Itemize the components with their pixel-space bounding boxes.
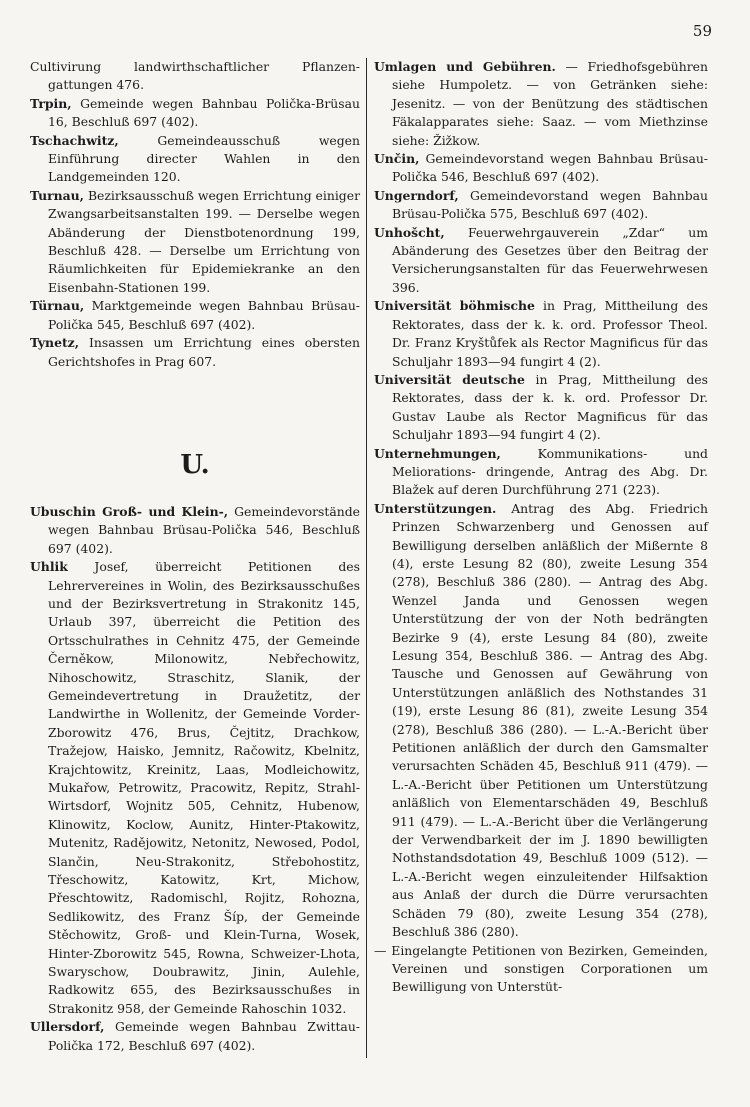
entry-text: — Eingelangte Petitionen von Bezirken, Gemeinden, Vereinen und sonstigen Corporationen um Bewilligung von Unterstüt- bbox=[374, 942, 708, 995]
entry-head: Tynetz, bbox=[30, 335, 80, 351]
index-entry bbox=[30, 297, 360, 334]
entry-head: Universität böhmische bbox=[374, 298, 535, 314]
entry-text: Gemeinde wegen Bahnbau Zwittau-Polička 172, Beschluß 697 (402). bbox=[48, 1019, 360, 1053]
entry-head: Trpin, bbox=[30, 95, 72, 111]
index-entry bbox=[374, 297, 708, 371]
entry-text: Bezirksausschuß wegen Errichtung einiger Zwangsarbeitsanstalten 199. — Derselbe wegen Abänderung der Dienstbotenordnung 199, Beschluß 428. — Derselbe um Errichtung von Räumlichkeiten für Epidemiekranke an den Eisenbahn-Stationen 199. bbox=[48, 187, 360, 295]
left-column bbox=[30, 58, 360, 1055]
index-entry bbox=[30, 132, 360, 187]
entry-text: Gemeindevorstände wegen Bahnbau Brüsau-Polička 546, Beschluß 697 (402). bbox=[48, 503, 360, 556]
entry-text: Feuerwehrgauverein „Zdar“ um Abänderung des Gesetzes über den Beitrag der Versicherungsanstalten für das Feuerwehrwesen 396. bbox=[392, 224, 708, 295]
right-column bbox=[374, 58, 708, 997]
entry-text: Antrag des Abg. Friedrich Prinzen Schwarzenberg und Genossen auf Bewilligung derselben anläßlich der Mißernte 8 (4), erste Lesung 82 (80), zweite Lesung 354 (278), Beschluß 386 (280). — Antrag des Abg. Wenzel Janda und Genossen wegen Unterstützung der von der Noth bedrängten Bezirke 9 (4), erste Lesung 84 (80), zweite Lesung 354, Beschluß 386. — Antrag des Abg. Tausche und Genossen auf Gewährung von Unterstützungen anläßlich des Nothstandes 31 (19), erste Lesung 86 (81), zweite Lesung 354 (278), Beschluß 386 (280). — L.-A.-Bericht über Petitionen anläßlich der durch den Gamsmalter verursachten Schäden 45, Beschluß 911 (479). — L.-A.-Bericht über Petitionen um Unterstützung anläßlich von Elementarschäden 49, Beschluß 911 (479). — L.-A.-Bericht über die Verlängerung der Verwendbarkeit der im J. 1890 bewilligten Nothstandsdotation 49, Beschluß 1009 (512). — L.-A.-Bericht wegen einzuleitender Hilfsaktion aus Anlaß der durch die Dürre verursachten Schäden 79 (80), zweite Lesung 354 (278), Beschluß 386 (280). bbox=[392, 500, 708, 940]
entry-text: Gemeindeausschuß wegen Einführung directer Wahlen in den Landgemeinden 120. bbox=[48, 132, 360, 185]
entry-head: Unterstützungen. bbox=[374, 500, 497, 516]
entry-head: Ungerndorf, bbox=[374, 187, 459, 203]
entry-text: Gemeindevorstand wegen Bahnbau Brüsau-Polička 575, Beschluß 697 (402). bbox=[392, 187, 708, 222]
index-entry bbox=[374, 58, 708, 150]
entry-head: Unternehmungen, bbox=[374, 445, 501, 461]
entry-text: Cultivirung landwirthschaftlicher Pflanzen-gattungen 476. bbox=[30, 59, 360, 93]
section-letter: U. bbox=[180, 449, 210, 480]
entry-head: Universität deutsche bbox=[374, 371, 525, 387]
entry-head: Ullersdorf, bbox=[30, 1019, 105, 1035]
index-entry bbox=[30, 187, 360, 297]
entry-text: Marktgemeinde wegen Bahnbau Brüsau-Polička 545, Beschluß 697 (402). bbox=[48, 298, 360, 332]
entry-text: Kommunikations- und Meliorations- dringende, Antrag des Abg. Dr. Blažek auf deren Durchführung 271 (223). bbox=[392, 445, 708, 498]
entry-head: Unčin, bbox=[374, 151, 420, 167]
index-entry bbox=[30, 58, 360, 95]
index-entry bbox=[374, 150, 708, 187]
index-entry bbox=[30, 558, 360, 1018]
index-entry bbox=[374, 224, 708, 298]
entry-text: — Friedhofsgebühren siehe Humpoletz. — von Getränken siehe: Jesenitz. — von der Benützung des städtischen Fäkalapparates siehe: Saaz. — vom Miethzinse siehe: Žižkow. bbox=[392, 59, 708, 148]
index-entry bbox=[30, 95, 360, 132]
index-entry bbox=[374, 187, 708, 224]
entry-head: Turnau, bbox=[30, 187, 84, 203]
index-entry bbox=[30, 503, 360, 558]
index-entry bbox=[374, 500, 708, 942]
index-entry bbox=[30, 334, 360, 371]
index-entry bbox=[30, 1018, 360, 1055]
entry-head: Tschachwitz, bbox=[30, 132, 119, 148]
entry-head: Uhlik bbox=[30, 559, 68, 575]
entry-head: Ubuschin Groß- und Klein-, bbox=[30, 503, 229, 519]
entry-text: Gemeinde wegen Bahnbau Polička-Brüsau 16, Beschluß 697 (402). bbox=[48, 95, 360, 130]
page-number: 59 bbox=[692, 22, 712, 40]
entry-head: Umlagen und Gebühren. bbox=[374, 59, 556, 74]
entry-text: Gemeindevorstand wegen Bahnbau Brüsau-Polička 546, Beschluß 697 (402). bbox=[392, 151, 708, 185]
entry-text: in Prag, Mittheilung des Rektorates, dass der k. k. ord. Professor Theol. Dr. Franz Kryštůfek als Rector Magnificus für das Schuljahr 1893—94 fungirt 4 (2). bbox=[392, 298, 708, 369]
entry-text: Insassen um Errichtung eines obersten Gerichtshofes in Prag 607. bbox=[48, 335, 360, 369]
index-entry bbox=[374, 942, 708, 997]
entry-head: Unhošcht, bbox=[374, 224, 445, 240]
column-divider bbox=[366, 58, 367, 1058]
entry-text: in Prag, Mittheilung des Rektorates, dass der k. k. ord. Professor Dr. Gustav Laube als Rector Magnificus für das Schuljahr 1893—94 fungirt 4 (2). bbox=[392, 371, 708, 443]
entry-text: Josef, überreicht Petitionen des Lehrervereines in Wolin, des Bezirksausschußes und der Bezirksvertretung in Strakonitz 145, Urlaub 397, überreicht die Petition des Ortsschulrathes in Cehnitz 475, der Gemeinde Černěkow, Milonowitz, Nebřechowitz, Nihoschowitz, Straschitz, Slanik, der Gemeindevertretung in Draužetitz, der Landwirthe in Wollenitz, der Gemeinde Vorder-Zborowitz 476, Brus, Čejtitz, Drachkow, Tražejow, Haisko, Jemnitz, Račowitz, Kbelnitz, Krajchtowitz, Kreinitz, Laas, Modleichowitz, Mukařow, Petrowitz, Pracowitz, Repitz, Strahl-Wirtsdorf, Wojnitz 505, Cehnitz, Hubenow, Klinowitz, Koclow, Aunitz, Hinter-Ptakowitz, Mutenitz, Radějowitz, Netonitz, Newosed, Podol, Slančin, Neu-Strakonitz, Střebohostitz, Třeschowitz, Katowitz, Krt, Michow, Přeschtowitz, Radomischl, Rojitz, Rohozna, Sedlikowitz, des Franz Šíp, der Gemeinde Stěchowitz, Groß- und Klein-Turna, Wosek, Hinter-Zborowitz 545, Rowna, Schweizer-Lhota, Swaryschow, Doubrawitz, Jinin, Aulehle, Radkowitz 655, des Bezirksausschußes in Strakonitz 958, der Gemeinde Rahoschin 1032. bbox=[48, 559, 360, 1016]
index-entry bbox=[374, 445, 708, 500]
index-entry bbox=[374, 371, 708, 445]
entry-head: Türnau, bbox=[30, 298, 85, 314]
